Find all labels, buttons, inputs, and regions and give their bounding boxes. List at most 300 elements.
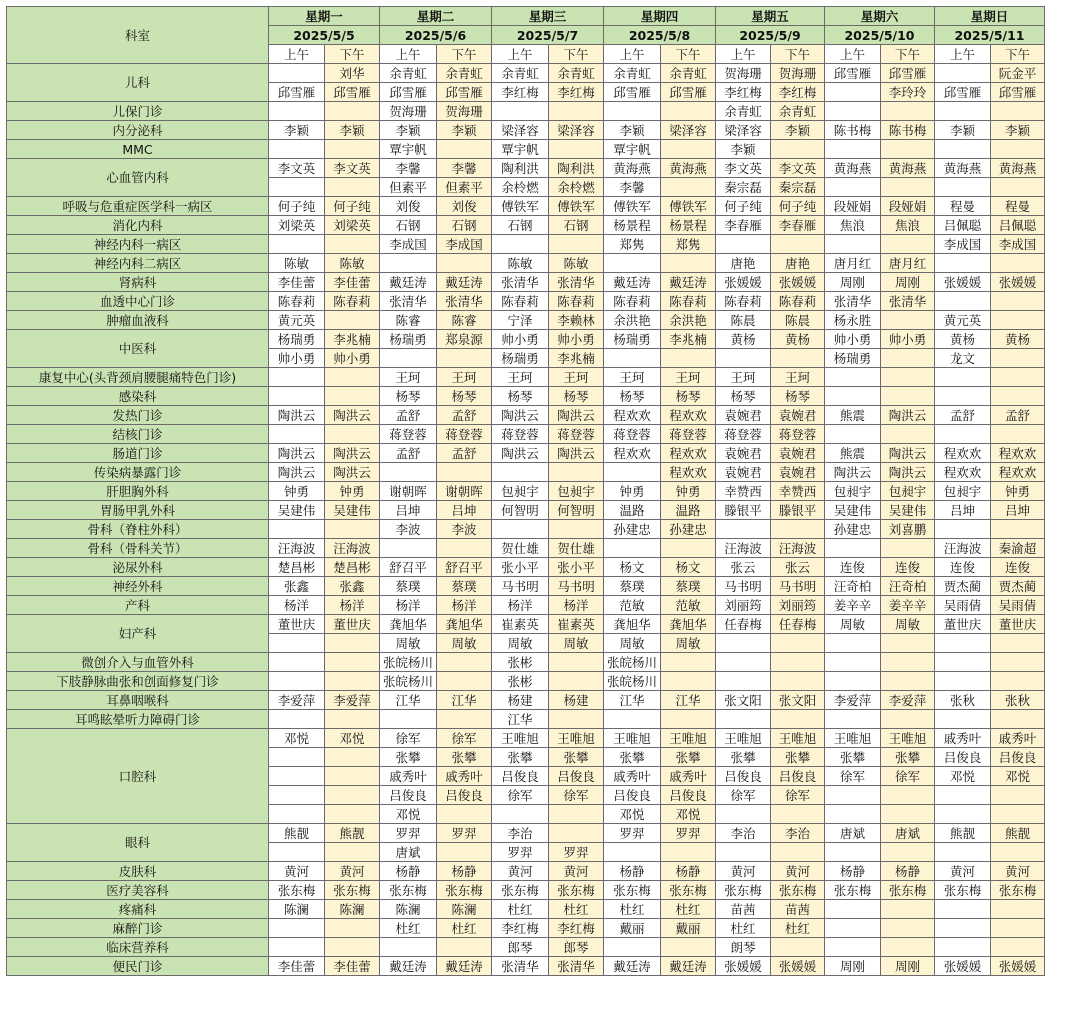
doctor-cell: 何智明	[492, 501, 549, 520]
doctor-cell: 连俊	[935, 558, 991, 577]
doctor-cell	[269, 767, 325, 786]
doctor-cell	[492, 520, 549, 539]
table-row	[7, 482, 1045, 501]
doctor-cell	[325, 235, 380, 254]
doctor-cell: 杜红	[380, 919, 437, 938]
doctor-cell: 周刚	[881, 957, 935, 976]
doctor-cell: 戚秀叶	[437, 767, 492, 786]
doctor-cell: 李馨	[604, 178, 661, 197]
doctor-cell	[269, 653, 325, 672]
doctor-cell	[881, 710, 935, 729]
doctor-cell	[881, 311, 935, 330]
department-name: 心血管内科	[7, 159, 269, 197]
doctor-cell: 邱雪雁	[991, 83, 1045, 102]
doctor-cell: 钟勇	[661, 482, 716, 501]
doctor-cell	[437, 843, 492, 862]
doctor-cell: 余青虹	[604, 64, 661, 83]
doctor-cell: 张云	[771, 558, 825, 577]
doctor-cell: 李成国	[935, 235, 991, 254]
doctor-cell: 范敏	[661, 596, 716, 615]
table-row	[7, 463, 1045, 482]
doctor-cell: 孟舒	[380, 444, 437, 463]
doctor-cell: 陈春莉	[269, 292, 325, 311]
schedule-container	[6, 6, 1045, 976]
doctor-cell: 刘梁英	[325, 216, 380, 235]
doctor-cell: 李颖	[325, 121, 380, 140]
doctor-cell: 袁婉君	[771, 463, 825, 482]
doctor-cell	[269, 843, 325, 862]
doctor-cell: 黄元英	[935, 311, 991, 330]
doctor-cell: 蔡璞	[604, 577, 661, 596]
doctor-cell	[325, 311, 380, 330]
doctor-cell: 徐军	[716, 786, 771, 805]
doctor-cell: 李佳蕾	[269, 273, 325, 292]
table-row	[7, 691, 1045, 710]
doctor-cell: 唐斌	[881, 824, 935, 843]
department-name: 肿瘤血液科	[7, 311, 269, 330]
table-row	[7, 824, 1045, 843]
doctor-cell: 陶洪云	[881, 463, 935, 482]
doctor-cell: 陶洪云	[325, 444, 380, 463]
doctor-cell: 陈春莉	[661, 292, 716, 311]
doctor-cell: 吴建伟	[881, 501, 935, 520]
doctor-cell	[604, 938, 661, 957]
doctor-cell: 邱雪雁	[661, 83, 716, 102]
doctor-cell: 邓悦	[661, 805, 716, 824]
doctor-cell: 戴廷涛	[380, 273, 437, 292]
doctor-cell: 钟勇	[325, 482, 380, 501]
doctor-cell: 余青虹	[771, 102, 825, 121]
doctor-cell: 吕俊良	[935, 748, 991, 767]
doctor-cell: 包昶宇	[881, 482, 935, 501]
doctor-cell: 段娅娟	[825, 197, 881, 216]
doctor-cell	[881, 102, 935, 121]
pm-label: 下午	[661, 45, 716, 64]
doctor-cell	[991, 425, 1045, 444]
doctor-cell: 邱雪雁	[325, 83, 380, 102]
doctor-cell: 苗茜	[771, 900, 825, 919]
doctor-cell: 秦宗磊	[716, 178, 771, 197]
doctor-cell: 马书明	[492, 577, 549, 596]
doctor-cell: 黄河	[325, 862, 380, 881]
day-date: 2025/5/6	[380, 26, 492, 45]
doctor-cell: 石钢	[492, 216, 549, 235]
doctor-cell: 李颖	[991, 121, 1045, 140]
doctor-cell: 张东梅	[935, 881, 991, 900]
doctor-cell	[771, 672, 825, 691]
doctor-cell	[825, 919, 881, 938]
doctor-cell	[881, 387, 935, 406]
doctor-cell: 周敏	[437, 634, 492, 653]
doctor-cell: 王珂	[604, 368, 661, 387]
department-name: 产科	[7, 596, 269, 615]
doctor-cell: 张东梅	[380, 881, 437, 900]
doctor-cell	[437, 349, 492, 368]
department-name: 发热门诊	[7, 406, 269, 425]
doctor-cell: 杨瑞勇	[269, 330, 325, 349]
doctor-cell	[492, 463, 549, 482]
doctor-cell: 张媛媛	[771, 957, 825, 976]
pm-label: 下午	[771, 45, 825, 64]
doctor-cell: 罗羿	[661, 824, 716, 843]
doctor-cell: 陶洪云	[881, 444, 935, 463]
department-name: 骨科（骨科关节）	[7, 539, 269, 558]
doctor-cell: 邓悦	[380, 805, 437, 824]
table-row	[7, 216, 1045, 235]
doctor-cell	[881, 235, 935, 254]
doctor-cell: 石钢	[380, 216, 437, 235]
doctor-cell: 戴廷涛	[604, 957, 661, 976]
doctor-cell: 周刚	[881, 273, 935, 292]
doctor-cell: 程欢欢	[935, 463, 991, 482]
doctor-cell	[380, 539, 437, 558]
doctor-cell: 温路	[604, 501, 661, 520]
doctor-cell: 杨景程	[604, 216, 661, 235]
header-row	[7, 7, 1045, 26]
doctor-cell: 幸赞西	[771, 482, 825, 501]
doctor-cell: 谢朝晖	[380, 482, 437, 501]
doctor-cell: 陈睿	[437, 311, 492, 330]
doctor-cell: 傅铁军	[604, 197, 661, 216]
doctor-cell: 孙建忠	[604, 520, 661, 539]
department-name: 肾病科	[7, 273, 269, 292]
doctor-cell: 龚旭华	[604, 615, 661, 634]
doctor-cell: 帅小勇	[881, 330, 935, 349]
doctor-cell: 杨静	[437, 862, 492, 881]
doctor-cell: 杨瑞勇	[825, 349, 881, 368]
doctor-cell: 李颖	[716, 140, 771, 159]
doctor-cell	[991, 387, 1045, 406]
doctor-cell	[604, 349, 661, 368]
doctor-cell: 贺海珊	[437, 102, 492, 121]
doctor-cell: 陶洪云	[881, 406, 935, 425]
table-row	[7, 254, 1045, 273]
doctor-cell	[991, 805, 1045, 824]
doctor-cell	[325, 672, 380, 691]
doctor-cell: 帅小勇	[269, 349, 325, 368]
doctor-cell: 陈春莉	[771, 292, 825, 311]
doctor-cell: 戚秀叶	[380, 767, 437, 786]
doctor-cell: 吕佩聪	[991, 216, 1045, 235]
table-row	[7, 672, 1045, 691]
doctor-cell: 熊靓	[325, 824, 380, 843]
doctor-cell: 李赖林	[549, 311, 604, 330]
doctor-cell: 贺海珊	[380, 102, 437, 121]
doctor-cell: 温路	[661, 501, 716, 520]
doctor-cell: 黄河	[771, 862, 825, 881]
doctor-cell: 邓悦	[935, 767, 991, 786]
doctor-cell: 张皖杨川	[380, 653, 437, 672]
doctor-cell: 黄海燕	[661, 159, 716, 178]
day-name: 星期四	[604, 7, 716, 26]
doctor-cell: 何子纯	[716, 197, 771, 216]
doctor-cell: 吕俊良	[604, 786, 661, 805]
doctor-cell: 江华	[492, 710, 549, 729]
doctor-cell: 唐月红	[825, 254, 881, 273]
doctor-cell	[269, 786, 325, 805]
day-name: 星期二	[380, 7, 492, 26]
department-name: 呼吸与危重症医学科一病区	[7, 197, 269, 216]
doctor-cell: 贺仕雄	[549, 539, 604, 558]
day-date: 2025/5/5	[269, 26, 380, 45]
doctor-cell: 吴雨倩	[935, 596, 991, 615]
doctor-cell: 陈敏	[325, 254, 380, 273]
doctor-cell	[716, 349, 771, 368]
doctor-cell: 唐月红	[881, 254, 935, 273]
doctor-cell	[991, 349, 1045, 368]
doctor-cell	[935, 425, 991, 444]
doctor-cell: 余青虹	[380, 64, 437, 83]
doctor-cell: 张攀	[549, 748, 604, 767]
doctor-cell: 杨静	[380, 862, 437, 881]
doctor-cell: 宁泽	[492, 311, 549, 330]
doctor-cell: 杨洋	[269, 596, 325, 615]
doctor-cell: 张东梅	[991, 881, 1045, 900]
table-row	[7, 710, 1045, 729]
am-label: 上午	[935, 45, 991, 64]
doctor-cell: 唐艳	[771, 254, 825, 273]
dept-column-header: 科室	[7, 7, 269, 64]
doctor-cell: 程欢欢	[661, 463, 716, 482]
doctor-cell	[269, 64, 325, 83]
doctor-cell	[492, 805, 549, 824]
doctor-cell: 覃宇帆	[380, 140, 437, 159]
doctor-cell: 龙文	[935, 349, 991, 368]
doctor-cell: 汪海波	[269, 539, 325, 558]
doctor-cell: 蒋登蓉	[661, 425, 716, 444]
doctor-cell	[881, 843, 935, 862]
doctor-cell: 吕俊良	[380, 786, 437, 805]
doctor-cell: 舒召平	[437, 558, 492, 577]
doctor-cell: 王唯旭	[604, 729, 661, 748]
doctor-cell: 罗羿	[380, 824, 437, 843]
table-row	[7, 64, 1045, 83]
doctor-cell: 邱雪雁	[825, 64, 881, 83]
doctor-cell: 熊靓	[935, 824, 991, 843]
doctor-cell	[935, 178, 991, 197]
doctor-cell: 王唯旭	[771, 729, 825, 748]
doctor-cell: 罗羿	[604, 824, 661, 843]
doctor-cell: 张文阳	[716, 691, 771, 710]
doctor-cell: 帅小勇	[825, 330, 881, 349]
doctor-cell	[437, 672, 492, 691]
doctor-cell: 李兆楠	[325, 330, 380, 349]
doctor-cell: 张东梅	[325, 881, 380, 900]
doctor-cell	[771, 520, 825, 539]
doctor-cell: 张攀	[825, 748, 881, 767]
doctor-cell: 陈晨	[716, 311, 771, 330]
doctor-cell	[991, 843, 1045, 862]
doctor-cell	[269, 140, 325, 159]
doctor-cell: 张东梅	[269, 881, 325, 900]
doctor-cell: 陈春莉	[492, 292, 549, 311]
doctor-cell: 梁泽容	[492, 121, 549, 140]
schedule-header	[7, 7, 1045, 64]
doctor-cell: 蔡璞	[661, 577, 716, 596]
doctor-cell: 李治	[771, 824, 825, 843]
doctor-cell: 黄河	[492, 862, 549, 881]
doctor-cell	[825, 938, 881, 957]
doctor-cell	[716, 672, 771, 691]
doctor-cell	[549, 653, 604, 672]
doctor-cell: 李春雁	[716, 216, 771, 235]
doctor-cell	[935, 805, 991, 824]
doctor-cell	[771, 805, 825, 824]
doctor-cell: 杨琴	[492, 387, 549, 406]
department-name: 神经内科一病区	[7, 235, 269, 254]
doctor-cell: 覃宇帆	[604, 140, 661, 159]
table-row	[7, 330, 1045, 349]
doctor-cell: 余青虹	[549, 64, 604, 83]
doctor-cell: 李红梅	[549, 919, 604, 938]
table-row	[7, 159, 1045, 178]
department-name: 麻醉门诊	[7, 919, 269, 938]
doctor-cell: 覃宇帆	[492, 140, 549, 159]
doctor-cell	[881, 140, 935, 159]
doctor-cell: 钟勇	[604, 482, 661, 501]
doctor-cell: 幸赞西	[716, 482, 771, 501]
department-name: 神经外科	[7, 577, 269, 596]
doctor-cell: 余柃燃	[549, 178, 604, 197]
doctor-cell	[825, 843, 881, 862]
doctor-cell	[325, 387, 380, 406]
pm-label: 下午	[549, 45, 604, 64]
doctor-cell	[825, 102, 881, 121]
doctor-cell: 张东梅	[437, 881, 492, 900]
doctor-cell: 程曼	[991, 197, 1045, 216]
department-name: 血透中心门诊	[7, 292, 269, 311]
table-row	[7, 121, 1045, 140]
doctor-cell	[269, 938, 325, 957]
doctor-cell: 陶洪云	[492, 444, 549, 463]
doctor-cell	[269, 710, 325, 729]
doctor-cell	[604, 254, 661, 273]
doctor-cell	[549, 235, 604, 254]
doctor-cell: 戴廷涛	[661, 273, 716, 292]
table-row	[7, 862, 1045, 881]
department-name: 肠道门诊	[7, 444, 269, 463]
doctor-cell: 王珂	[716, 368, 771, 387]
doctor-cell	[881, 805, 935, 824]
day-date: 2025/5/8	[604, 26, 716, 45]
doctor-cell	[991, 653, 1045, 672]
doctor-cell	[549, 102, 604, 121]
doctor-cell: 焦浪	[825, 216, 881, 235]
doctor-cell: 谢朝晖	[437, 482, 492, 501]
doctor-cell	[991, 102, 1045, 121]
doctor-cell: 邱雪雁	[935, 83, 991, 102]
doctor-cell: 黄河	[549, 862, 604, 881]
doctor-cell	[661, 178, 716, 197]
doctor-cell: 李兆楠	[549, 349, 604, 368]
doctor-cell: 徐军	[437, 729, 492, 748]
doctor-cell	[661, 254, 716, 273]
doctor-cell	[771, 843, 825, 862]
doctor-cell	[771, 140, 825, 159]
doctor-cell: 杨琴	[549, 387, 604, 406]
pm-label: 下午	[437, 45, 492, 64]
doctor-cell: 梁泽容	[716, 121, 771, 140]
doctor-cell: 唐斌	[380, 843, 437, 862]
doctor-cell	[325, 805, 380, 824]
doctor-cell: 张攀	[716, 748, 771, 767]
doctor-cell: 杨洋	[325, 596, 380, 615]
doctor-cell	[825, 539, 881, 558]
doctor-cell: 杨瑞勇	[380, 330, 437, 349]
doctor-cell	[825, 634, 881, 653]
doctor-cell: 黄海燕	[935, 159, 991, 178]
doctor-cell: 戴丽	[661, 919, 716, 938]
doctor-cell	[935, 710, 991, 729]
doctor-cell: 姜辛辛	[825, 596, 881, 615]
doctor-cell: 杨琴	[661, 387, 716, 406]
doctor-cell: 张攀	[881, 748, 935, 767]
doctor-cell: 任春梅	[716, 615, 771, 634]
doctor-cell: 李红梅	[771, 83, 825, 102]
doctor-cell: 陈春莉	[325, 292, 380, 311]
doctor-cell: 张媛媛	[935, 273, 991, 292]
doctor-cell: 李佳蕾	[325, 273, 380, 292]
table-row	[7, 539, 1045, 558]
doctor-cell: 孟舒	[437, 444, 492, 463]
doctor-cell: 周敏	[604, 634, 661, 653]
department-name: 疼痛科	[7, 900, 269, 919]
doctor-cell: 程欢欢	[604, 406, 661, 425]
doctor-cell: 郑泉源	[437, 330, 492, 349]
doctor-cell	[881, 178, 935, 197]
doctor-cell: 杨静	[825, 862, 881, 881]
doctor-cell: 张媛媛	[716, 957, 771, 976]
doctor-cell: 戚秀叶	[991, 729, 1045, 748]
doctor-cell: 周敏	[881, 615, 935, 634]
doctor-cell: 朗琴	[716, 938, 771, 957]
doctor-cell: 江华	[661, 691, 716, 710]
doctor-cell	[825, 900, 881, 919]
doctor-cell: 陶洪云	[549, 444, 604, 463]
doctor-cell	[269, 387, 325, 406]
doctor-cell: 杨琴	[716, 387, 771, 406]
doctor-cell: 黄杨	[991, 330, 1045, 349]
doctor-cell: 崔素英	[492, 615, 549, 634]
doctor-cell: 王珂	[437, 368, 492, 387]
doctor-cell: 黄河	[716, 862, 771, 881]
doctor-cell: 黄河	[935, 862, 991, 881]
doctor-cell: 贺仕雄	[492, 539, 549, 558]
doctor-cell: 张鑫	[325, 577, 380, 596]
doctor-cell	[716, 805, 771, 824]
doctor-cell: 杨永胜	[825, 311, 881, 330]
department-name: 消化内科	[7, 216, 269, 235]
doctor-cell: 陶洪云	[492, 406, 549, 425]
doctor-cell	[881, 653, 935, 672]
doctor-cell: 陈春莉	[716, 292, 771, 311]
day-date: 2025/5/10	[825, 26, 935, 45]
doctor-cell: 董世庆	[991, 615, 1045, 634]
doctor-cell	[771, 710, 825, 729]
doctor-cell: 黄海燕	[825, 159, 881, 178]
doctor-cell: 杨建	[492, 691, 549, 710]
doctor-cell	[771, 653, 825, 672]
doctor-cell: 龚旭华	[437, 615, 492, 634]
doctor-cell	[825, 387, 881, 406]
doctor-cell	[825, 83, 881, 102]
doctor-cell: 汪海波	[325, 539, 380, 558]
doctor-cell: 蒋登蓉	[437, 425, 492, 444]
department-name: 儿保门诊	[7, 102, 269, 121]
doctor-cell	[549, 672, 604, 691]
doctor-cell: 李馨	[380, 159, 437, 178]
day-name: 星期日	[935, 7, 1045, 26]
